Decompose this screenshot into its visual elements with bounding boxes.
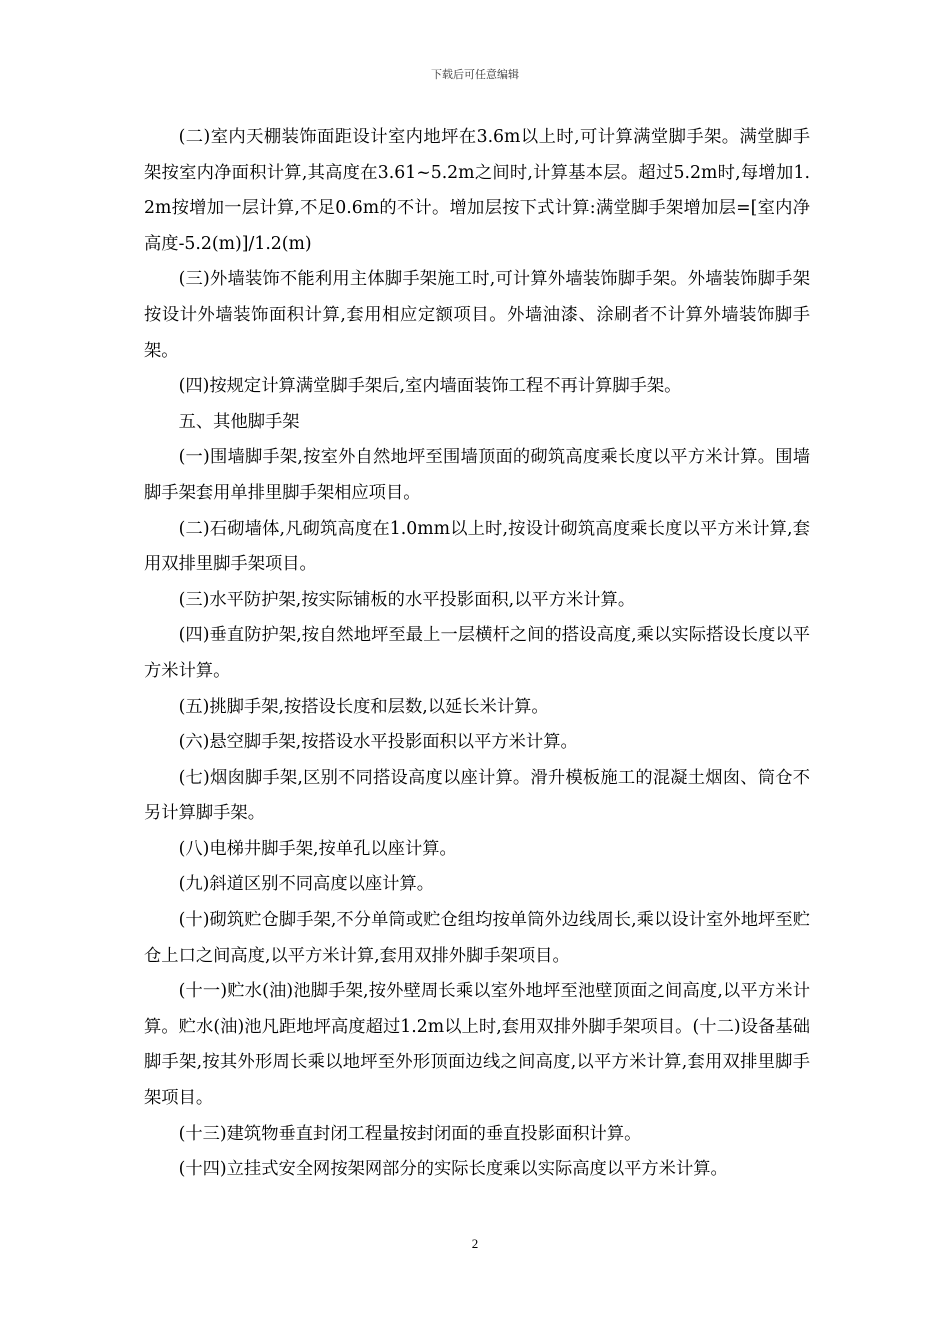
paragraph: (十三)建筑物垂直封闭工程量按封闭面的垂直投影面积计算。 [178,1123,642,1144]
paragraph: (三)外墙装饰不能利用主体脚手架施工时,可计算外墙装饰脚手架。外墙装饰脚手架按设计外墙装饰面积计算,套用相应定额项目。外墙油漆、涂刷者不计算外墙装饰脚手架。 [144,269,810,361]
paragraph: (四)按规定计算满堂脚手架后,室内墙面装饰工程不再计算脚手架。 [178,376,682,397]
paragraph: (九)斜道区别不同高度以座计算。 [178,874,435,895]
page-header: 下载后可任意编辑 [431,68,519,81]
document-body [144,120,810,1188]
paragraph: (二)室内天棚装饰面距设计室内地坪在3.6m以上时,可计算满堂脚手架。满堂脚手架按室内净面积计算,其高度在3.61~5.2m之间时,计算基本层。超过5.2m时,每增加1.2m按增加一层计算,不足0.6m的不计。增加层按下式计算:满堂脚手架增加层=[室内净高度-5.2(m)]/1.2(m) [144,127,810,254]
paragraph: (三)水平防护架,按实际铺板的水平投影面积,以平方米计算。 [178,589,636,610]
paragraph: (五)挑脚手架,按搭设长度和层数,以延长米计算。 [178,696,549,717]
paragraph: (七)烟囱脚手架,区别不同搭设高度以座计算。滑升模板施工的混凝土烟囱、筒仓不另计算脚手架。 [144,767,810,824]
section-heading: 五、其他脚手架 [178,411,300,432]
page-number: 2 [471,1236,479,1251]
paragraph: (六)悬空脚手架,按搭设水平投影面积以平方米计算。 [178,732,578,753]
paragraph: (十四)立挂式安全网按架网部分的实际长度乘以实际高度以平方米计算。 [178,1159,728,1180]
paragraph: (十一)贮水(油)池脚手架,按外壁周长乘以室外地坪至池壁顶面之间高度,以平方米计算。贮水(油)池凡距地坪高度超过1.2m以上时,套用双排外脚手架项目。(十二)设备基础脚手架,按其外形周长乘以地坪至外形顶面边线之间高度,以平方米计算,套用双排里脚手架项目。 [144,981,810,1109]
paragraph: (八)电梯井脚手架,按单孔以座计算。 [178,838,457,859]
paragraph: (二)石砌墙体,凡砌筑高度在1.0mm以上时,按设计砌筑高度乘长度以平方米计算,套用双排里脚手架项目。 [144,518,810,575]
paragraph: (十)砌筑贮仓脚手架,不分单筒或贮仓组均按单筒外边线周长,乘以设计室外地坪至贮仓上口之间高度,以平方米计算,套用双排外脚手架项目。 [144,910,810,966]
paragraph: (一)围墙脚手架,按室外自然地坪至围墙顶面的砌筑高度乘长度以平方米计算。围墙脚手架套用单排里脚手架相应项目。 [144,447,810,503]
paragraph: (四)垂直防护架,按自然地坪至最上一层横杆之间的搭设高度,乘以实际搭设长度以平方米计算。 [144,625,810,681]
